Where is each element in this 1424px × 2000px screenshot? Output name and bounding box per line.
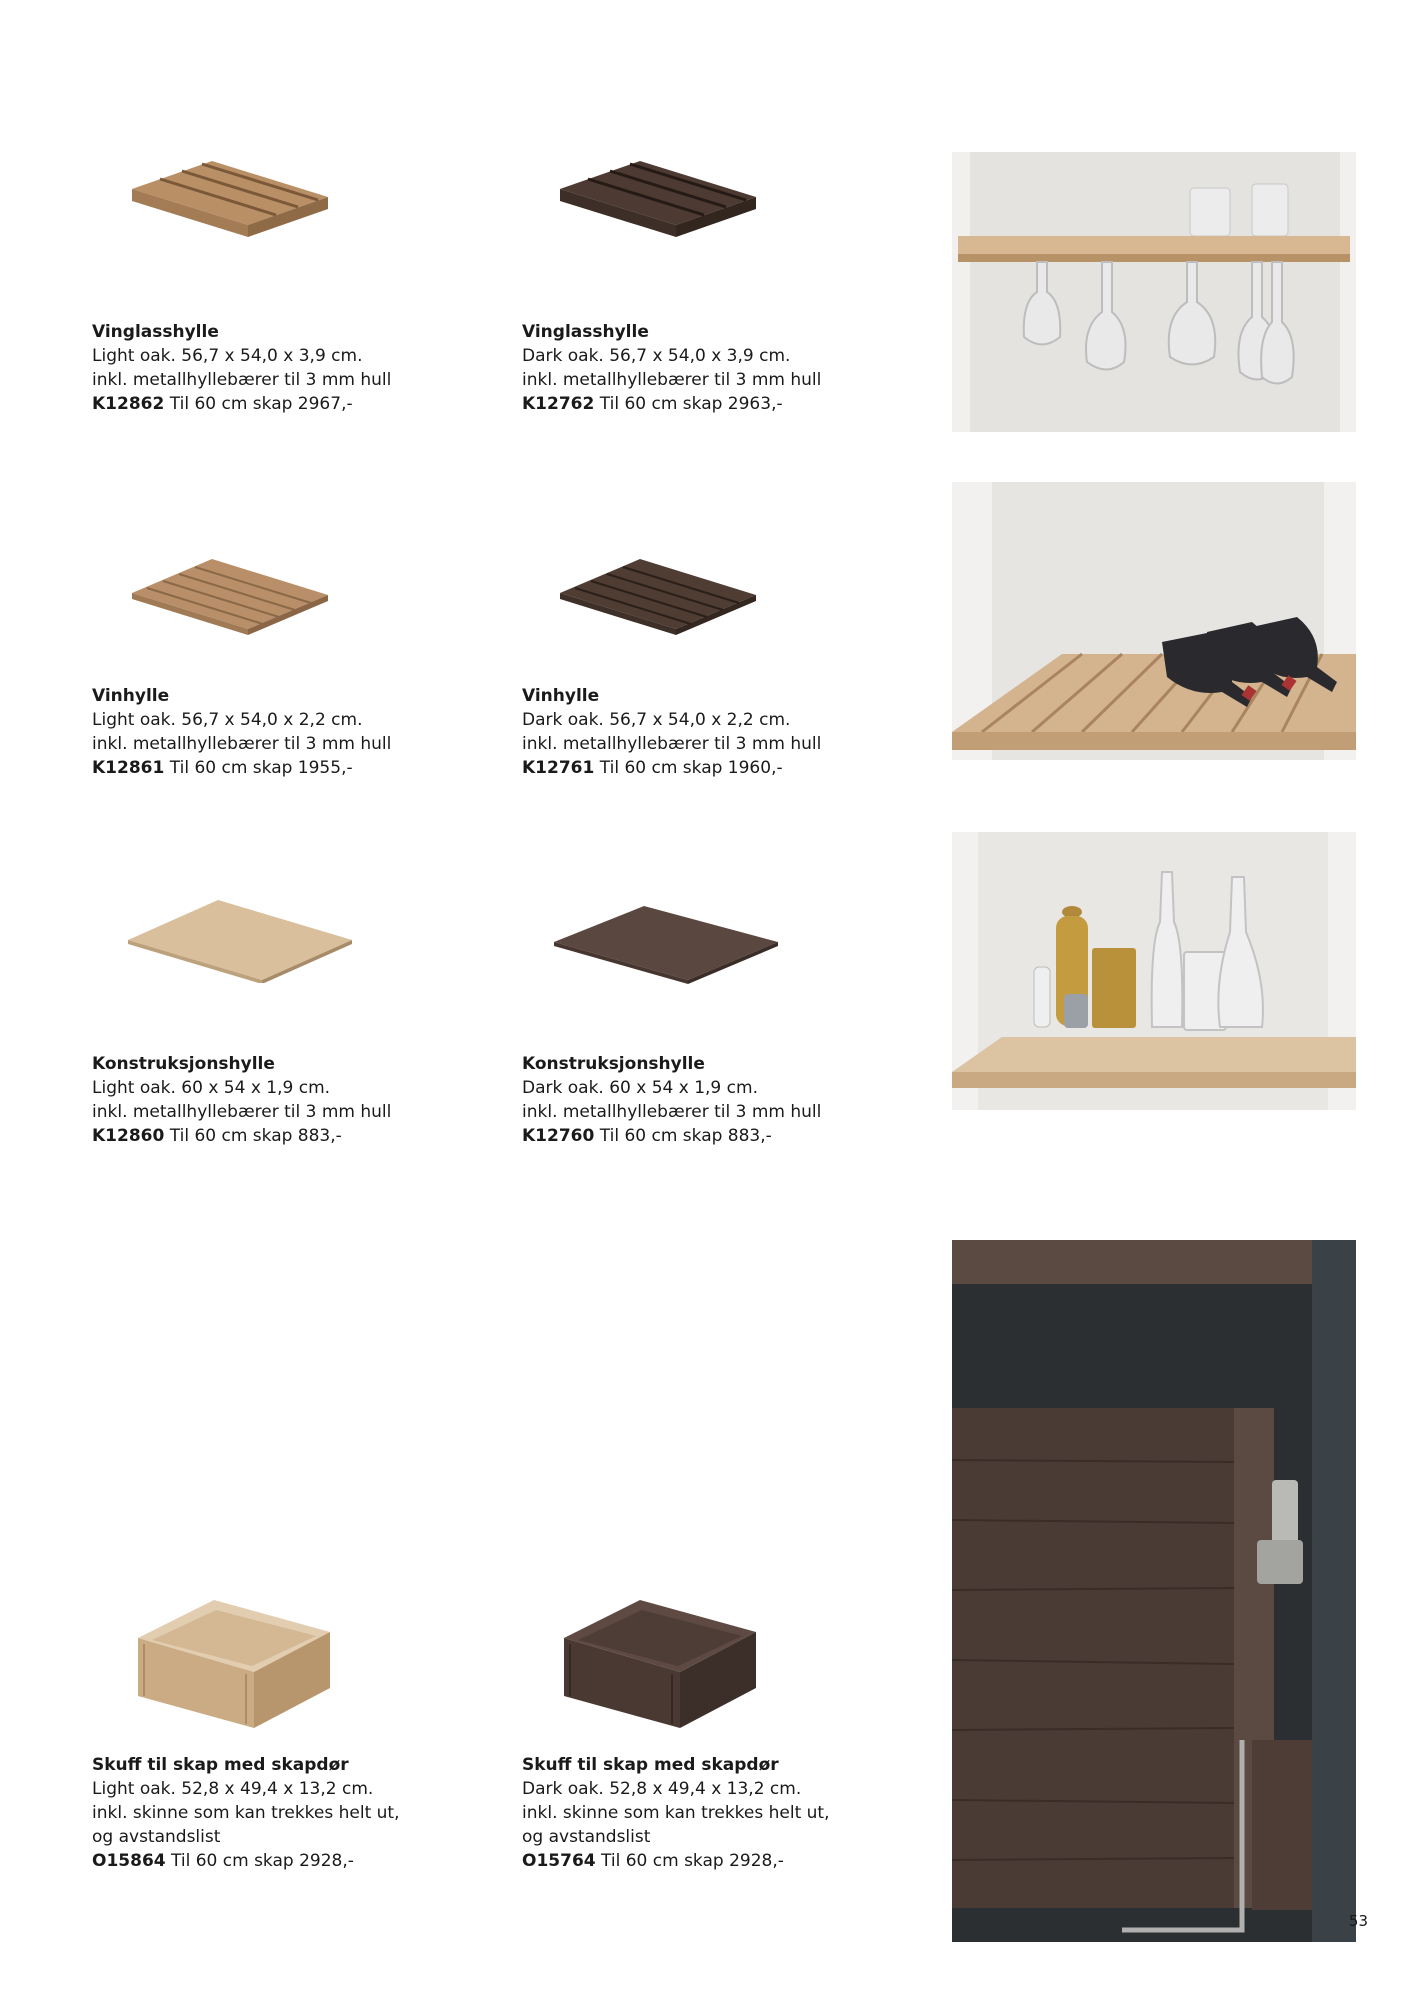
product-extra: og avstandslist [522, 1827, 651, 1847]
light-oak-drawer-image [134, 1596, 334, 1731]
product-code: O15764 [522, 1851, 596, 1871]
product-extra: inkl. metallhyllebærer til 3 mm hull [522, 1102, 822, 1122]
product-price: Til 60 cm skap 883,- [594, 1126, 772, 1146]
product-price-line [522, 392, 821, 416]
product-price: Til 60 cm skap 1955,- [164, 758, 353, 778]
product-price: Til 60 cm skap 1960,- [594, 758, 783, 778]
product-code: K12861 [92, 758, 165, 778]
product-code: O15864 [92, 1851, 166, 1871]
product-dark-oak-construction-shelf [522, 1052, 821, 1148]
product-dark-oak-wineglass-shelf [522, 320, 821, 416]
product-name: Vinhylle [522, 686, 600, 706]
product-extra: inkl. metallhyllebærer til 3 mm hull [92, 734, 392, 754]
product-extra: inkl. skinne som kan trekkes helt ut, [522, 1803, 830, 1823]
product-light-oak-wine-shelf [92, 684, 391, 780]
product-name: Vinhylle [92, 686, 170, 706]
product-price: Til 60 cm skap 2928,- [595, 1851, 784, 1871]
product-spec: Light oak. 52,8 x 49,4 x 13,2 cm. [92, 1779, 374, 1799]
product-extra: inkl. metallhyllebærer til 3 mm hull [92, 1102, 392, 1122]
product-code: K12762 [522, 394, 595, 414]
product-name: Konstruksjonshylle [92, 1054, 275, 1074]
dark-oak-wineglass-shelf-image [558, 155, 758, 260]
product-price-line [92, 392, 391, 416]
light-oak-wineglass-shelf-image [130, 155, 330, 260]
product-spec: Dark oak. 56,7 x 54,0 x 2,2 cm. [522, 710, 791, 730]
product-light-oak-drawer [92, 1753, 400, 1873]
wineglass-shelf-photo [952, 152, 1356, 432]
product-price-line [92, 756, 391, 780]
product-price-line [92, 1124, 391, 1148]
product-price: Til 60 cm skap 2967,- [164, 394, 353, 414]
product-dark-oak-wine-shelf [522, 684, 821, 780]
product-name: Skuff til skap med skapdør [92, 1755, 349, 1775]
dark-oak-wine-shelf-image [558, 555, 758, 645]
product-extra: inkl. metallhyllebærer til 3 mm hull [522, 734, 822, 754]
product-spec: Dark oak. 56,7 x 54,0 x 3,9 cm. [522, 346, 791, 366]
product-price-line [92, 1849, 400, 1873]
product-spec: Light oak. 56,7 x 54,0 x 3,9 cm. [92, 346, 363, 366]
product-light-oak-construction-shelf [92, 1052, 391, 1148]
dark-oak-construction-shelf-image [552, 904, 782, 984]
product-name: Vinglasshylle [522, 322, 649, 342]
product-code: K12862 [92, 394, 165, 414]
wine-shelf-photo [952, 482, 1356, 760]
product-extra: og avstandslist [92, 1827, 221, 1847]
product-name: Konstruksjonshylle [522, 1054, 705, 1074]
light-oak-construction-shelf-image [126, 898, 356, 983]
product-extra: inkl. skinne som kan trekkes helt ut, [92, 1803, 400, 1823]
product-price-line [522, 1124, 821, 1148]
page-number: 53 [1348, 1912, 1368, 1930]
product-code: K12761 [522, 758, 595, 778]
product-price-line [522, 1849, 830, 1873]
product-name: Skuff til skap med skapdør [522, 1755, 779, 1775]
dark-oak-drawer-image [560, 1596, 760, 1731]
product-light-oak-wineglass-shelf [92, 320, 391, 416]
product-name: Vinglasshylle [92, 322, 219, 342]
product-spec: Light oak. 60 x 54 x 1,9 cm. [92, 1078, 331, 1098]
product-price: Til 60 cm skap 883,- [164, 1126, 342, 1146]
product-spec: Dark oak. 60 x 54 x 1,9 cm. [522, 1078, 758, 1098]
light-oak-wine-shelf-image [130, 555, 330, 645]
product-price: Til 60 cm skap 2963,- [594, 394, 783, 414]
drawer-closeup-photo [952, 1240, 1356, 1942]
product-spec: Dark oak. 52,8 x 49,4 x 13,2 cm. [522, 1779, 802, 1799]
product-spec: Light oak. 56,7 x 54,0 x 2,2 cm. [92, 710, 363, 730]
product-dark-oak-drawer [522, 1753, 830, 1873]
product-extra: inkl. metallhyllebærer til 3 mm hull [92, 370, 392, 390]
product-code: K12860 [92, 1126, 165, 1146]
product-price-line [522, 756, 821, 780]
construction-shelf-photo [952, 832, 1356, 1110]
product-extra: inkl. metallhyllebærer til 3 mm hull [522, 370, 822, 390]
product-price: Til 60 cm skap 2928,- [165, 1851, 354, 1871]
product-code: K12760 [522, 1126, 595, 1146]
